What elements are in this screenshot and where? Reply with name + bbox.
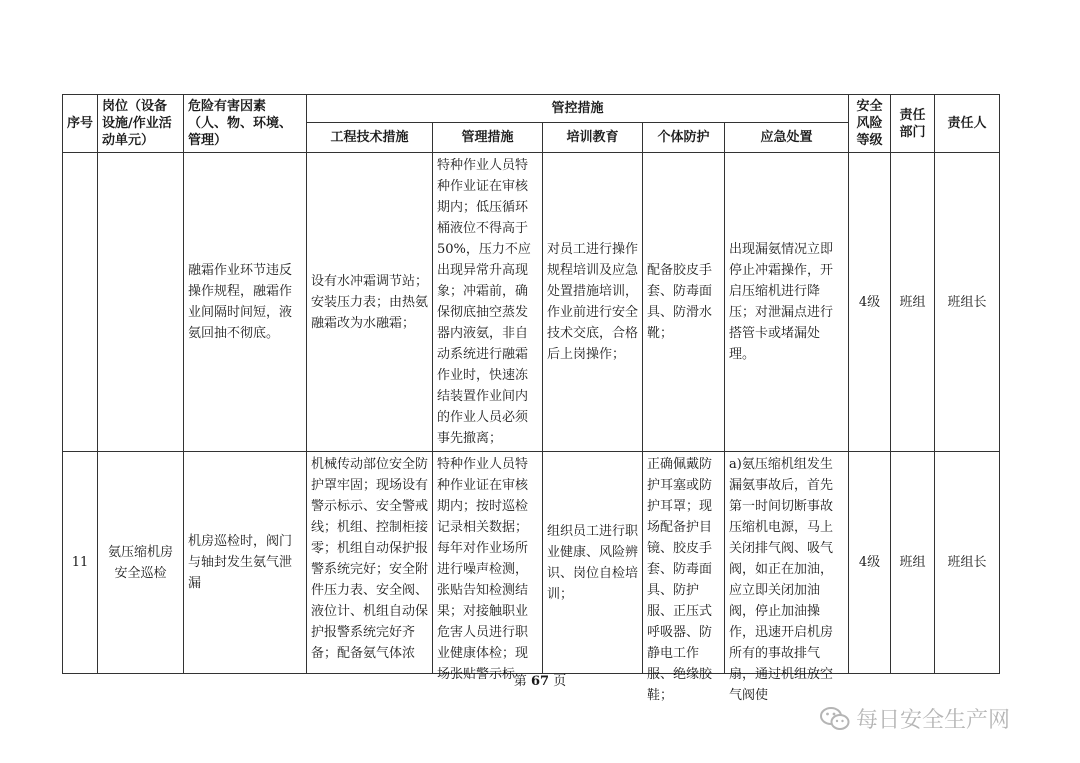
cell-person: 班组长 <box>935 452 1000 674</box>
header-risk: 安全风险等级 <box>849 95 891 153</box>
table-row <box>63 452 1000 674</box>
cell-seq <box>63 153 98 452</box>
page-prefix: 第 <box>513 674 527 689</box>
cell-dept: 班组 <box>891 452 935 674</box>
cell-seq: 11 <box>63 452 98 674</box>
header-person: 责任人 <box>935 95 1000 153</box>
cell-mgmt: 特种作业人员特种作业证在审核期内；低压循环桶液位不得高于50%，压力不应出现异常升高现象；冲霜前，确保彻底抽空蒸发器内液氨，非自动系统进行融霜作业时，快速冻结装置作业间内的作业人员必须事先撤离； <box>433 153 543 452</box>
cell-dept: 班组 <box>891 153 935 452</box>
cell-eng: 机械传动部位安全防护罩牢固；现场设有警示标示、安全警戒线；机组、控制柜接零；机组自动保护报警系统完好；安全附件压力表、安全阀、液位计、机组自动保护报警系统完好齐备；配备氨气体浓 <box>311 457 429 661</box>
cell-person: 班组长 <box>935 153 1000 452</box>
cell-hazard: 机房巡检时，阀门与轴封发生氨气泄漏 <box>184 452 307 674</box>
cell-ppe: 正确佩戴防护耳塞或防护耳罩；现场配备护目镜、胶皮手套、防毒面具、防护服、正压式呼吸器、防静电工作服、绝缘胶鞋； <box>647 457 713 703</box>
table-row <box>63 153 1000 452</box>
header-train: 培训教育 <box>543 123 643 153</box>
cell-post <box>98 153 184 452</box>
page-value: 67 <box>530 674 550 689</box>
cell-risk: 4级 <box>849 153 891 452</box>
cell-mgmt: 特种作业人员特种作业证在审核期内；按时巡检记录相关数据；每年对作业场所进行噪声检测，张贴告知检测结果；对接触职业危害人员进行职业健康体检；现场张贴警示标 <box>437 457 529 682</box>
header-control: 管控措施 <box>307 95 849 123</box>
watermark <box>820 703 1010 734</box>
header-post: 岗位（设备设施/作业活动单元） <box>98 95 184 153</box>
page-number <box>0 670 1080 689</box>
page-suffix: 页 <box>553 674 567 689</box>
header-dept: 责任部门 <box>891 95 935 153</box>
header-emerg: 应急处置 <box>725 123 849 153</box>
header-ppe: 个体防护 <box>643 123 725 153</box>
cell-hazard: 融霜作业环节违反操作规程，融霜作业间隔时间短，液氨回抽不彻底。 <box>184 153 307 452</box>
header-hazard: 危险有害因素（人、物、环境、管理） <box>184 95 307 153</box>
cell-post: 氨压缩机房安全巡检 <box>98 452 184 674</box>
header-eng: 工程技术措施 <box>307 123 433 153</box>
cell-eng: 设有水冲霜调节站；安装压力表；由热氨融霜改为水融霜； <box>307 153 433 452</box>
cell-emerg: 出现漏氨情况立即停止冲霜操作，开启压缩机进行降压；对泄漏点进行搭管卡或堵漏处理。 <box>725 153 849 452</box>
watermark-text: 每日安全生产网 <box>856 708 1011 733</box>
cell-ppe: 配备胶皮手套、防毒面具、防滑水靴； <box>643 153 725 452</box>
cell-train: 组织员工进行职业健康、风险辨识、岗位自检培训； <box>543 452 643 674</box>
header-seq: 序号 <box>63 95 98 153</box>
header-mgmt: 管理措施 <box>433 123 543 153</box>
wechat-icon <box>820 706 850 732</box>
cell-emerg: a)氨压缩机组发生漏氨事故后，首先第一时间切断事故压缩机电源，马上关闭排气阀、吸气阀，如正在加油，应立即关闭加油阀，停止加油操作，迅速开启机房所有的事故排气扇，通过机组放空气阀使 <box>729 457 834 703</box>
cell-train: 对员工进行操作规程培训及应急处置措施培训，作业前进行安全技术交底，合格后上岗操作； <box>543 153 643 452</box>
cell-risk: 4级 <box>849 452 891 674</box>
